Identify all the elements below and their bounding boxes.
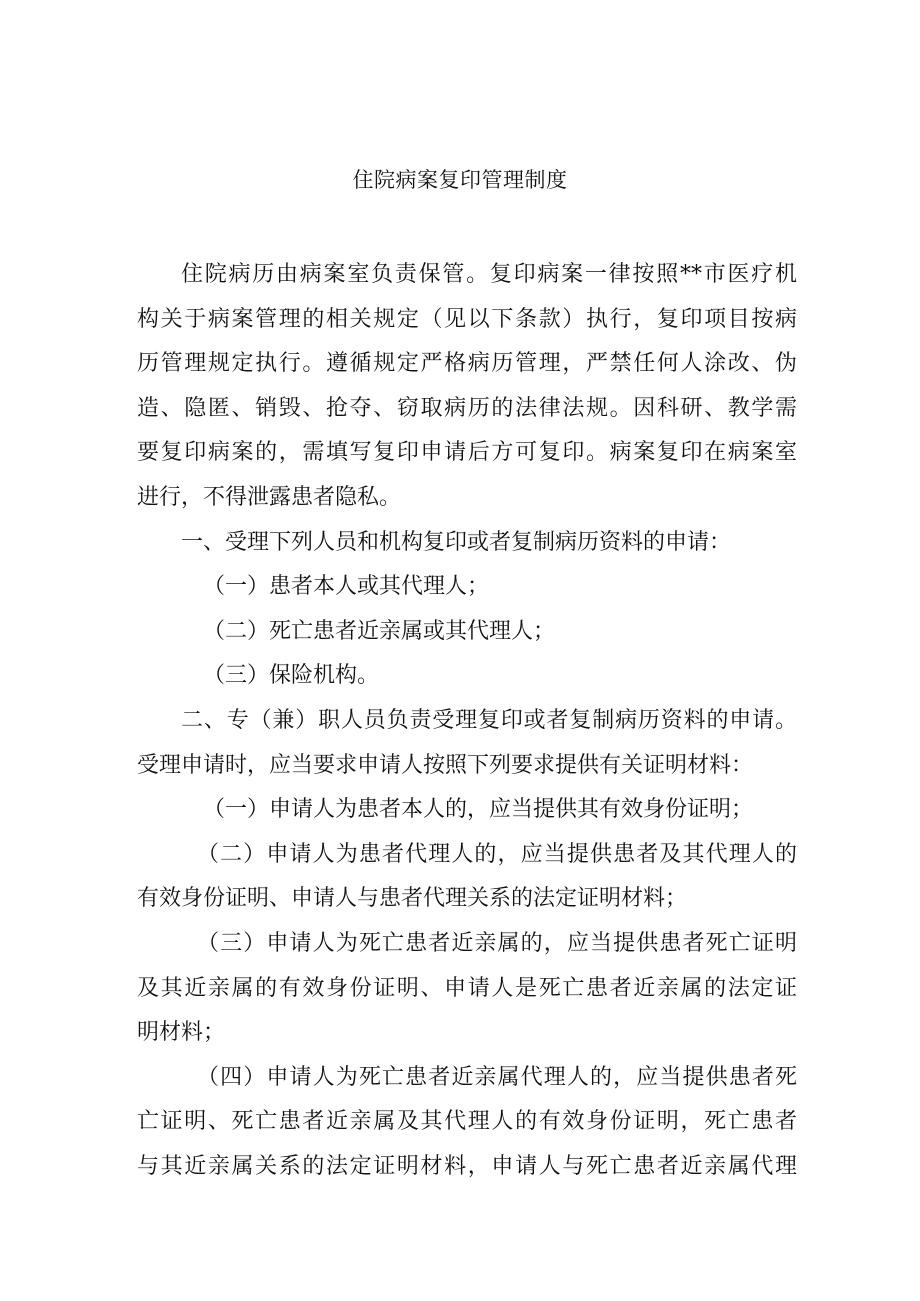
text-line: 与其近亲属关系的法定证明材料，申请人与死亡患者近亲属代理 bbox=[137, 1153, 797, 1179]
text-line: 及其近亲属的有效身份证明、申请人是死亡患者近亲属的法定证 bbox=[137, 975, 797, 1001]
text-line: 要复印病案的，需填写复印申请后方可复印。病案复印在病案室 bbox=[137, 440, 797, 466]
text-line: 亡证明、死亡患者近亲属及其代理人的有效身份证明，死亡患者 bbox=[137, 1109, 797, 1135]
list-item bbox=[137, 565, 797, 610]
text-line: （三）保险机构。 bbox=[203, 663, 380, 689]
text-line: 进行，不得泄露患者隐私。 bbox=[137, 484, 402, 510]
text-line: 有效身份证明、申请人与患者代理关系的法定证明材料； bbox=[137, 886, 688, 912]
section-two-heading bbox=[137, 699, 797, 788]
text-line: （四）申请人为死亡患者近亲属代理人的，应当提供患者死 bbox=[197, 1064, 797, 1090]
paragraph-intro bbox=[137, 253, 797, 521]
text-line: 明材料； bbox=[137, 1020, 226, 1046]
list-item bbox=[137, 1056, 797, 1190]
list-item bbox=[137, 922, 797, 1056]
text-line: 一、受理下列人员和机构复印或者复制病历资料的申请： bbox=[181, 529, 732, 555]
document-title: 住院病案复印管理制度 bbox=[352, 168, 568, 192]
list-item bbox=[137, 833, 797, 922]
list-item bbox=[137, 788, 797, 833]
text-line: （三）申请人为死亡患者近亲属的，应当提供患者死亡证明 bbox=[197, 930, 797, 956]
section-one-heading bbox=[137, 521, 797, 566]
text-line: （二）申请人为患者代理人的，应当提供患者及其代理人的 bbox=[197, 841, 797, 867]
text-line: （二）死亡患者近亲属或其代理人； bbox=[203, 618, 556, 644]
text-line: 二、专（兼）职人员负责受理复印或者复制病历资料的申请。 bbox=[181, 707, 797, 733]
text-line: （一）患者本人或其代理人； bbox=[203, 574, 490, 600]
text-line: （一）申请人为患者本人的，应当提供其有效身份证明； bbox=[203, 797, 754, 823]
text-line: 造、隐匿、销毁、抢夺、窃取病历的法律法规。因科研、教学需 bbox=[137, 395, 797, 421]
text-line: 构关于病案管理的相关规定（见以下条款）执行，复印项目按病 bbox=[137, 306, 797, 332]
text-line: 历管理规定执行。遵循规定严格病历管理，严禁任何人涂改、伪 bbox=[137, 351, 797, 377]
document-body bbox=[137, 253, 797, 1189]
text-line: 住院病历由病案室负责保管。复印病案一律按照**市医疗机 bbox=[181, 262, 797, 287]
text-line: 受理申请时，应当要求申请人按照下列要求提供有关证明材料： bbox=[137, 752, 754, 778]
list-item bbox=[137, 610, 797, 655]
list-item bbox=[137, 654, 797, 699]
